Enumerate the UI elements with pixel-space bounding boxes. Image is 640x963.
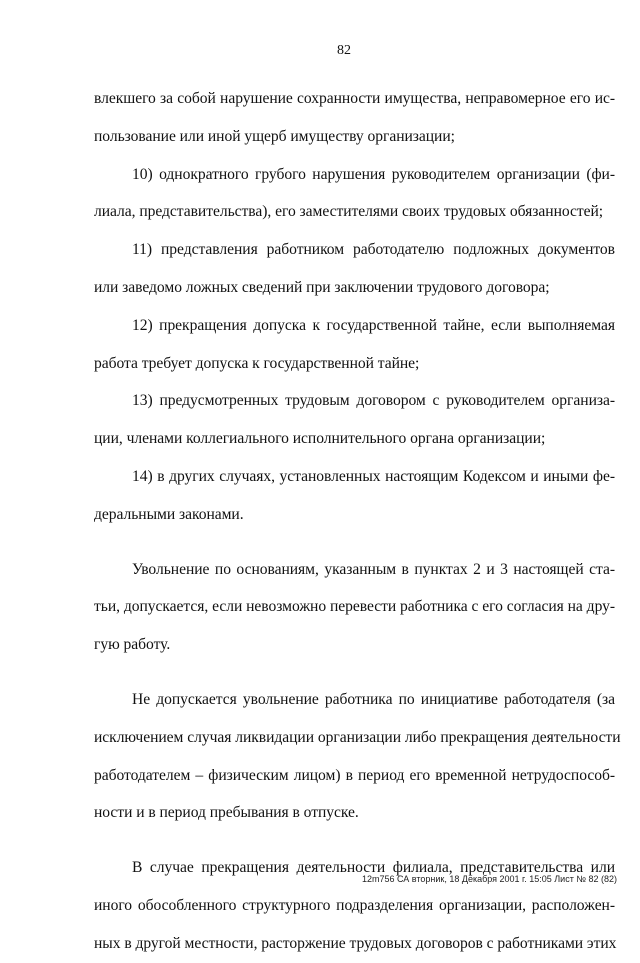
text-line: работодателем – физическим лицом) в период его временной нетрудоспособ- [94,766,615,784]
list-item-12: 12) прекращения допуска к государственной тайне, если выполняемая [132,316,615,334]
list-item-13: 13) предусмотренных трудовым договором с руководителем организа- [132,392,615,410]
text-line: работа требует допуска к государственной тайне; [94,354,420,372]
text-line: или заведомо ложных сведений при заключении трудового договора; [94,278,550,296]
text-line: влекшего за собой нарушение сохранности имущества, неправомерное его ис- [94,90,615,107]
text-line: иного обособленного структурного подразделения организации, расположен- [94,896,615,914]
text-line: ных в другой местности, расторжение трудовых договоров с работниками этих [94,934,617,952]
text-line: исключением случая ликвидации организации либо прекращения деятельности [94,728,621,746]
list-item-14: 14) в других случаях, установленных настоящим Кодексом и иными фе- [132,467,615,485]
text-line: лиала, представительства), его заместителями своих трудовых обязанностей; [94,203,604,221]
text-line: тьи, допускается, если невозможно перевести работника с его согласия на дру- [94,598,615,616]
text-line: ции, членами коллегиального исполнительного органа организации; [94,430,546,448]
document-body [94,80,621,963]
paragraph-dismissal-grounds: Увольнение по основаниям, указанным в пунктах 2 и 3 настоящей ста- [132,560,615,578]
list-item-10: 10) однократного грубого нарушения руководителем организации (фи- [132,165,615,183]
text-line: деральными законами. [94,505,244,523]
list-item-11: 11) представления работником работодателю подложных документов [132,241,615,259]
text-line: ности и в период пребывания в отпуске. [94,804,359,822]
page-number: 82 [337,43,351,58]
page-footer: 12m756 СА вторник, 18 Декабря 2001 г. 15:05 Лист № 82 (82) [361,874,617,884]
paragraph-dismissal-prohibition: Не допускается увольнение работника по инициативе работодателя (за [132,690,615,708]
text-line: пользование или иной ущерб имуществу организации; [94,127,455,145]
paragraph-branch-termination: В случае прекращения деятельности филиала, представительства или [132,859,615,877]
text-line: гую работу. [94,636,171,654]
